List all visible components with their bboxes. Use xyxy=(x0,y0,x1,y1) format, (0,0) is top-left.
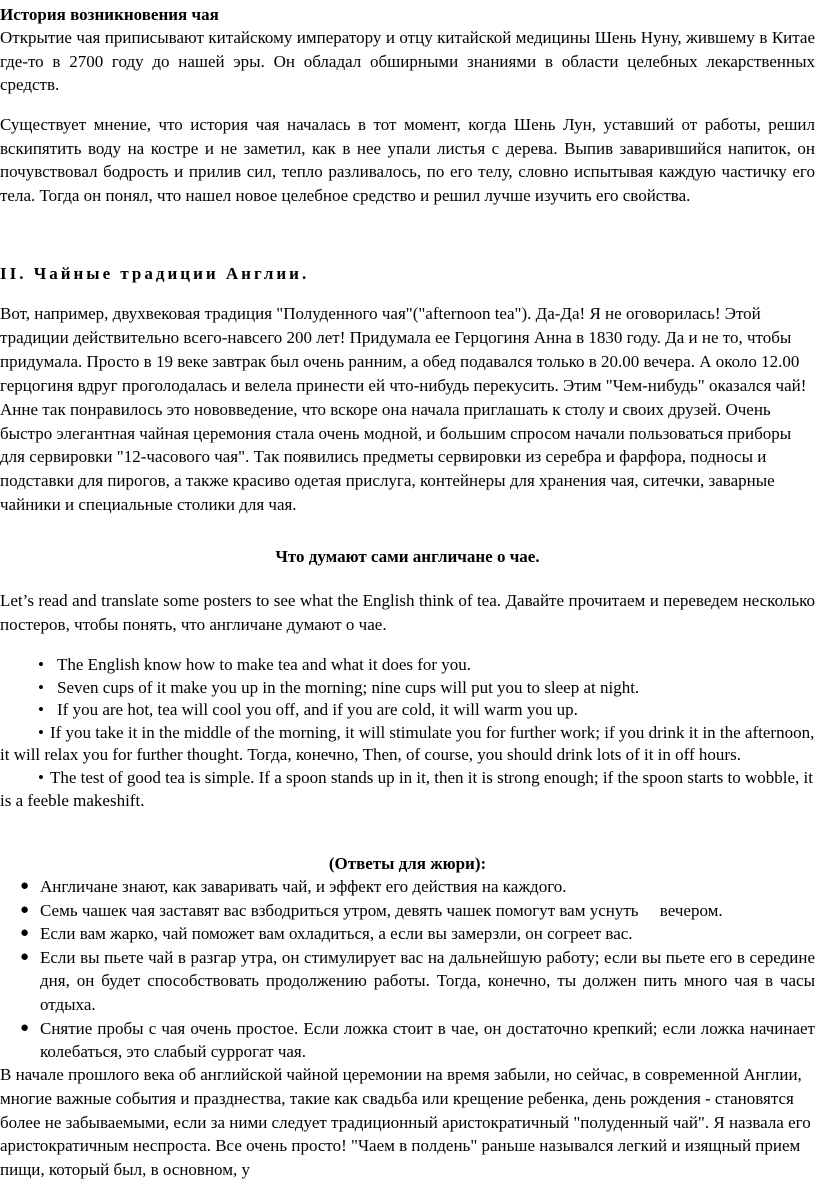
bullet-icon: • xyxy=(38,700,44,720)
history-title: История возникновения чая xyxy=(0,5,219,24)
bullet-icon: ● xyxy=(20,948,30,965)
list-item: • If you are hot, tea will cool you off, and if you are cold, it will warm you up. xyxy=(0,699,815,722)
list-item: • The test of good tea is simple. If a spoon stands up in it, then it is strong enough; if the spoon starts to wobble, it is a feeble makeshift. xyxy=(0,767,813,810)
list-item: ● Семь чашек чая заставят вас взбодриться утром, девять чашек помогут вам уснуть вечером. xyxy=(0,899,815,923)
jury-answers-title: (Ответы для жюри): xyxy=(328,854,487,873)
list-item: • Seven cups of it make you up in the morning; nine cups will put you to sleep at night. xyxy=(0,677,815,700)
posters-list xyxy=(0,654,815,812)
bullet-icon: • xyxy=(38,767,44,787)
list-item: • If you take it in the middle of the morning, it will stimulate you for further work; if you drink it in the afternoon, it will relax you for further thought. Тогда, конечно, Then, of course, you should drink lots of it in off hours. xyxy=(0,722,815,765)
jury-answers-list xyxy=(0,875,815,1064)
bullet-icon: • xyxy=(38,722,44,742)
section-title-england: II. Чайные традиции Англии. xyxy=(0,264,310,283)
list-item: ● Англичане знают, как заваривать чай, и эффект его действия на каждого. xyxy=(0,875,815,899)
bullet-icon: ● xyxy=(20,878,30,894)
list-item: ● Если вы пьете чай в разгар утра, он стимулирует вас на дальнейшую работу; если вы пьете его в середине дня, он будет способствовать продолжению работы. Тогда, конечно, ты должен пить много чая в часы отдыха. xyxy=(20,947,815,1014)
bullet-icon: ● xyxy=(20,901,30,918)
bullet-icon: ● xyxy=(20,1019,30,1036)
bullet-icon: • xyxy=(38,655,44,674)
list-item: ● Снятие пробы с чая очень простое. Если ложка стоит в чае, он достаточно крепкий; если ложка начинает колебаться, это слабый суррогат чая. xyxy=(20,1018,815,1062)
bullet-icon: • xyxy=(38,677,44,697)
afternoon-tea-paragraph: Вот, например, двухвековая традиция "Полуденного чая"("afternoon tea"). Да-Да! Я не оговорилась! Этой традиции действительно всего-навсего 200 лет! Придумала ее Герцогиня Анна в 1830 году. Да и не то, чтобы придумала. Просто в 19 веке завтрак был очень ранним, а обед подавался только в 20.00 вечера. А около 12.00 герцогиня вдруг проголодалась и велела принести ей что-нибудь перекусить. Этим "Чем-нибудь" оказался чай! Анне так понравилось это нововведение, что вскоре она начала приглашать к столу и своих друзей. Очень быстро элегантная чайная церемония стала очень модной, и большим спросом начали пользоваться приборы для сервировки "12-часового чая". Так появились предметы сервировки из серебра и фарфора, подносы и подставки для пирогов, а также красиво одетая прислуга, контейнеры для хранения чая, ситечки, заварные чайники и специальные столики для чая. xyxy=(0,304,807,515)
list-item: ● Если вам жарко, чай поможет вам охладиться, а если вы замерзли, он согреет вас. xyxy=(0,922,815,946)
history-paragraph-2: Существует мнение, что история чая началась в тот момент, когда Шень Лун, уставший от работы, решил вскипятить воду на костре и не заметил, как в нее упали листья с дерева. Выпив заварившийся напиток, он почувствовал бодрость и прилив сил, тепло разливалось, по его телу, словно испытывая каждую частичку его тела. Тогда он понял, что нашел новое целебное средство и решил лучше изучить его свойства. xyxy=(0,115,815,205)
english-opinion-title: Что думают сами англичане о чае. xyxy=(275,547,540,566)
closing-paragraph: В начале прошлого века об английской чайной церемонии на время забыли, но сейчас, в современной Англии, многие важные события и празднества, такие как свадьба или крещение ребенка, день рождения - становятся более не забываемыми, если за ними следует традиционный аристократичный "полуденный чай". Я назвала его аристократичным неспроста. Все очень просто! "Чаем в полдень" раньше назывался легкий и изящный прием пищи, который был, в основном, у xyxy=(0,1065,811,1180)
history-paragraph-1: Открытие чая приписывают китайскому императору и отцу китайской медицины Шень Нуну, жившему в Китае где-то в 2700 году до нашей эры. Он обладал обширными знаниями в области целебных лекарственных средств. xyxy=(0,28,815,94)
bullet-icon: ● xyxy=(20,925,30,942)
list-item: • The English know how to make tea and what it does for you. xyxy=(0,654,815,677)
posters-intro: Let’s read and translate some posters to see what the English think of tea. Давайте прочитаем и переведем несколько постеров, чтобы понять, что англичане думают о чае. xyxy=(0,591,815,634)
